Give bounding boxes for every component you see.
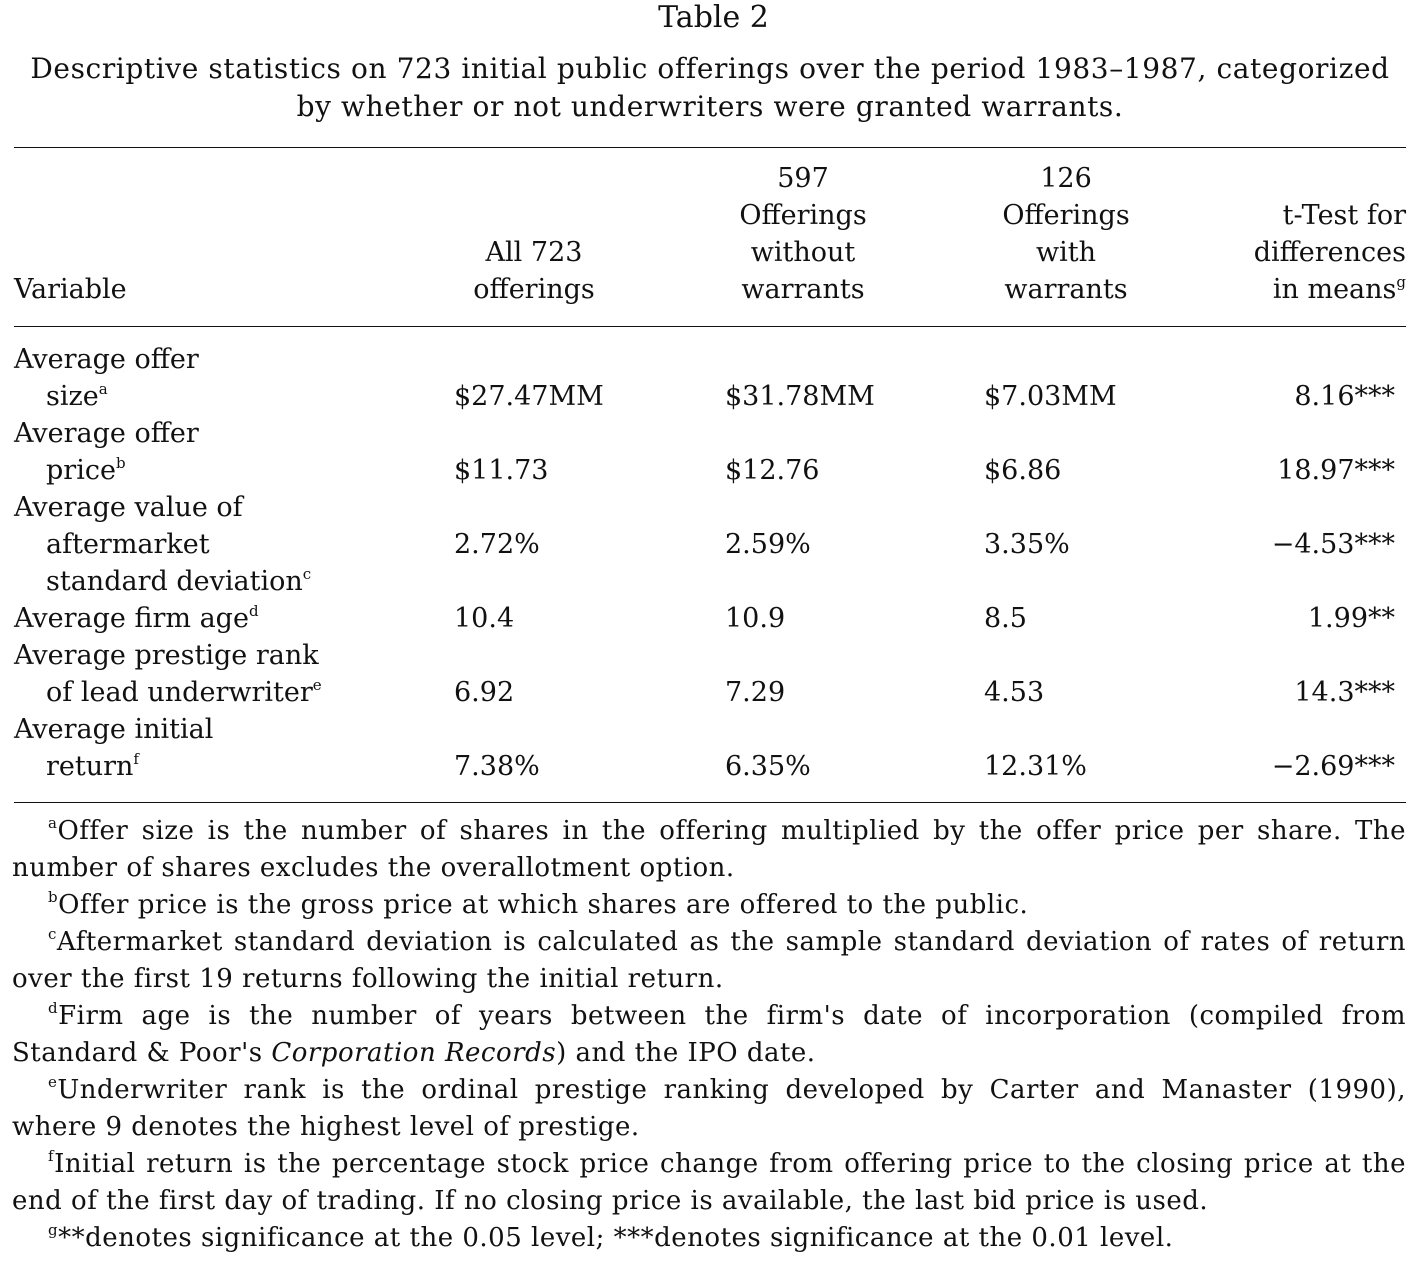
header-all-offerings: All 723 offerings <box>473 237 595 305</box>
cell-without: 2.59% <box>725 529 811 560</box>
header-variable: Variable <box>14 274 127 305</box>
row-label <box>14 711 213 785</box>
cell-without: 7.29 <box>725 677 786 708</box>
footnote-mark: b <box>115 454 126 472</box>
row-label-line: return$^f$ <box>46 750 139 782</box>
cell-ttest: −2.69*** <box>1271 751 1395 782</box>
cell-with: 4.53 <box>984 677 1045 708</box>
cell-all: 2.72% <box>454 529 540 560</box>
row-label <box>14 415 199 489</box>
row-label-line: Average prestige rank <box>14 640 319 671</box>
table-number: Table 2 <box>658 0 769 35</box>
cell-with: $6.86 <box>984 455 1062 486</box>
row-label <box>14 489 311 600</box>
row-label-line: size$^a$ <box>46 380 108 412</box>
footnote-g: $^g$**denotes significance at the 0.05 level; ***denotes significance at the 0.01 level. <box>48 1221 1174 1253</box>
cell-all: 6.92 <box>454 677 515 708</box>
cell-without: 10.9 <box>725 603 786 634</box>
footnote-mark: c <box>302 565 312 583</box>
row-label-line: price$^b$ <box>46 454 126 486</box>
cell-ttest: 8.16*** <box>1294 381 1395 412</box>
footnote-e: $^e$Underwriter rank is the ordinal prestige ranking developed by Carter and Manaster (1990), where 9 denotes the highest level of prestige. <box>12 1073 1406 1142</box>
row-label-line: Average offer <box>14 418 199 449</box>
cell-with: 3.35% <box>984 529 1070 560</box>
row-label-line: Average initial <box>14 714 214 745</box>
row-label-line: standard deviation$^c$ <box>46 565 312 597</box>
row-label-line: Average value of <box>14 492 243 523</box>
cell-with: 8.5 <box>984 603 1027 634</box>
header-without-warrants: 597 Offerings without warrants <box>739 163 867 305</box>
row-label <box>14 637 322 711</box>
header-with-warrants: 126 Offerings with warrants <box>1002 163 1130 305</box>
header-bottom-rule <box>14 326 1406 327</box>
footnote-a: $^a$Offer size is the number of shares in the offering multiplied by the offer price per share. The number of shares excludes the overallotment option. <box>12 814 1406 883</box>
header-t-test: t-Test for differences in means$^g$ <box>1253 200 1406 305</box>
footnote-mark: d <box>248 602 259 620</box>
cell-with: 12.31% <box>984 751 1087 782</box>
table-caption: Descriptive statistics on 723 initial public offerings over the period 1983–1987, categorized by whether or not underwriters were granted warrants. <box>30 52 1390 123</box>
footnote-b: $^b$Offer price is the gross price at which shares are offered to the public. <box>48 888 1029 920</box>
cell-all: $11.73 <box>454 455 549 486</box>
footnote-d: $^d$Firm age is the number of years between the firm's date of incorporation (compiled from Standard & Poor's Corporation Records) and the IPO date. <box>12 999 1406 1068</box>
cell-all: 7.38% <box>454 751 540 782</box>
row-label-line: aftermarket <box>46 529 210 560</box>
footnote-mark: e <box>312 676 322 694</box>
table-top-rule <box>14 147 1406 148</box>
footnote-mark: g <box>1396 273 1406 291</box>
cell-without: 6.35% <box>725 751 811 782</box>
footnote-c: $^c$Aftermarket standard deviation is calculated as the sample standard deviation of rates of return over the first 19 returns following the initial return. <box>12 925 1406 994</box>
row-label <box>14 341 199 415</box>
cell-without: $31.78MM <box>725 381 875 412</box>
cell-with: $7.03MM <box>984 381 1117 412</box>
cell-all: $27.47MM <box>454 381 604 412</box>
cell-ttest: 1.99** <box>1307 603 1395 634</box>
footnotes <box>12 813 1406 1257</box>
cell-ttest: −4.53*** <box>1271 529 1395 560</box>
cell-ttest: 18.97*** <box>1277 455 1395 486</box>
footnote-f: $^f$Initial return is the percentage stock price change from offering price to the closing price at the end of the first day of trading. If no closing price is available, the last bid price is used. <box>12 1147 1406 1216</box>
row-label-line: of lead underwriter$^e$ <box>46 676 322 708</box>
footnote-mark: a <box>98 380 108 398</box>
footnote-mark: f <box>133 750 139 768</box>
table-bottom-rule <box>14 802 1406 803</box>
cell-all: 10.4 <box>454 603 515 634</box>
row-label <box>14 600 259 637</box>
cell-ttest: 14.3*** <box>1294 677 1395 708</box>
row-label-line: Average offer <box>14 344 199 375</box>
cell-without: $12.76 <box>725 455 820 486</box>
row-label-line: Average firm age$^d$ <box>14 602 259 634</box>
